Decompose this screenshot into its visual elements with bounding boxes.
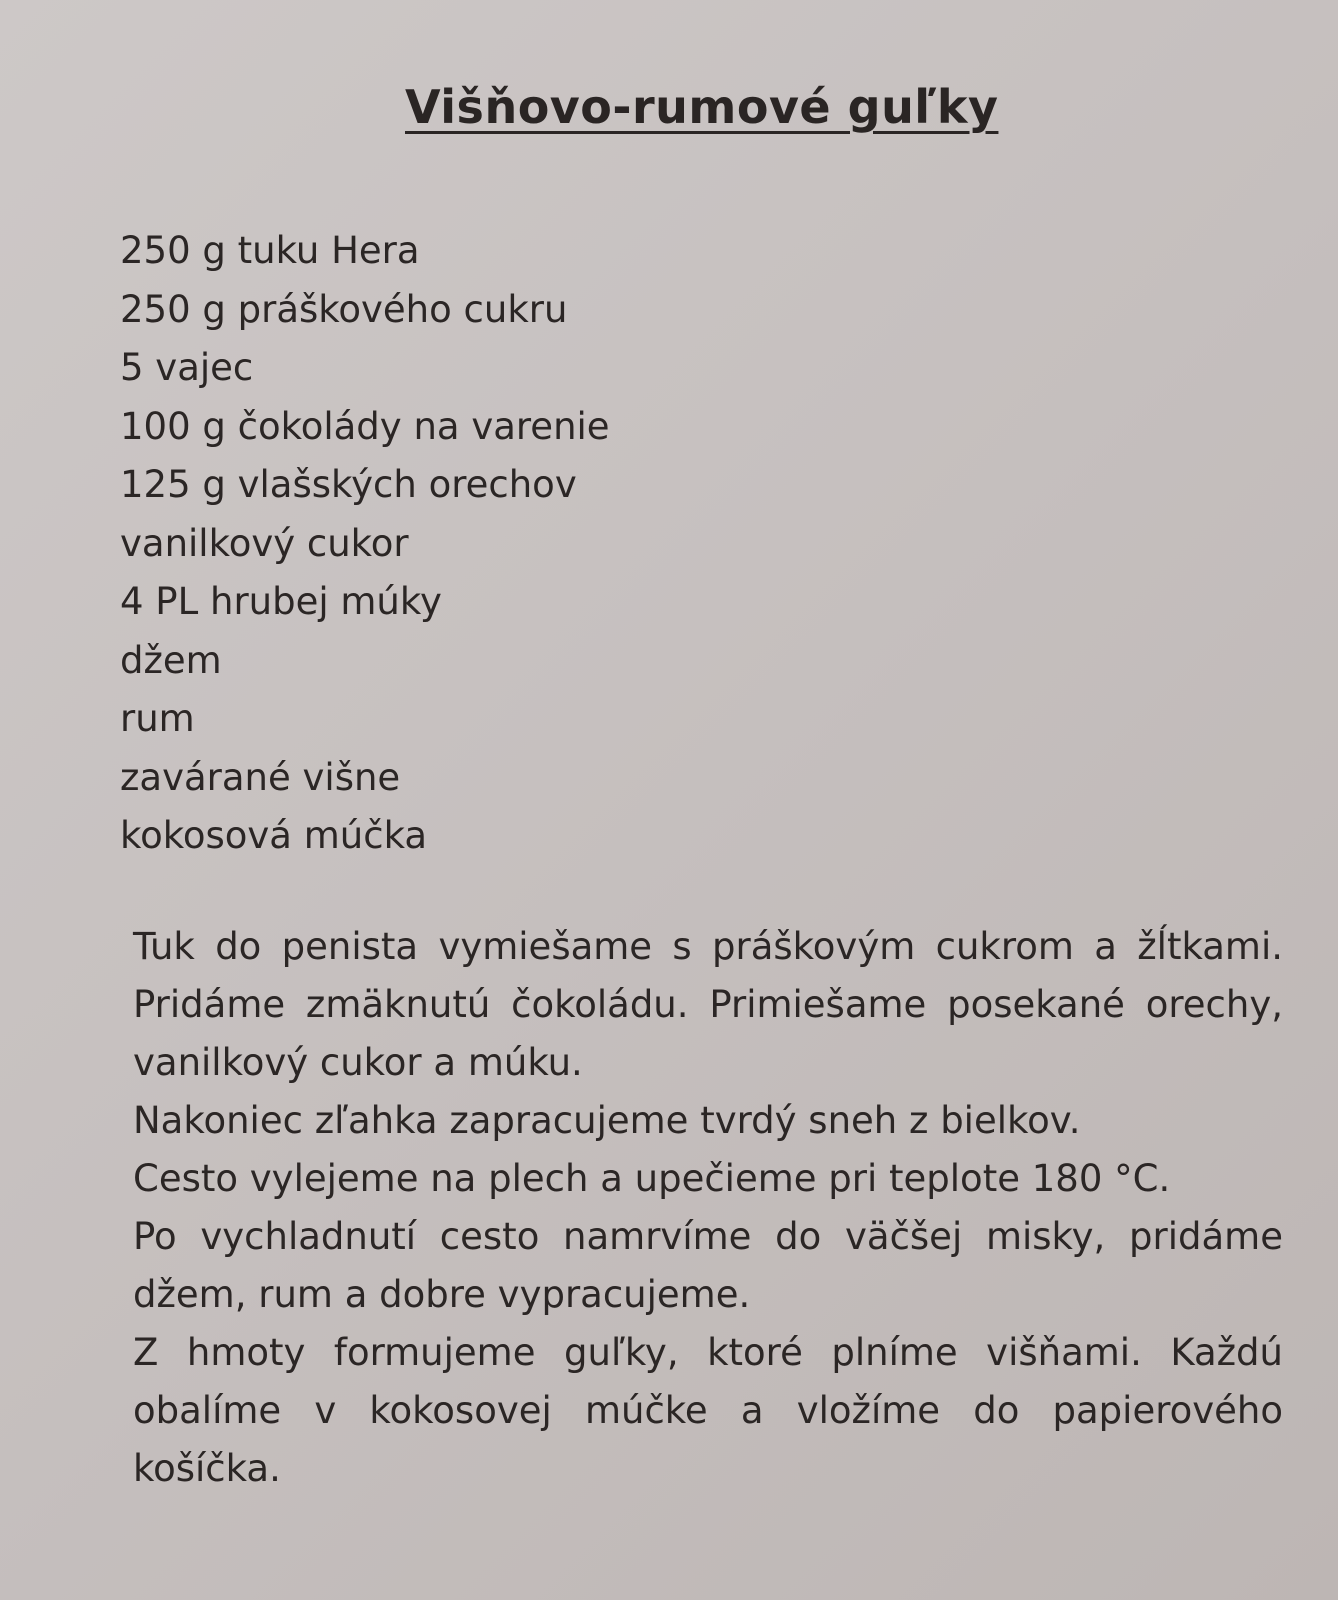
- ingredient-item: zavárané višne: [120, 755, 401, 799]
- ingredient-item: 125 g vlašských orechov: [120, 463, 577, 506]
- ingredient-list: [120, 222, 610, 866]
- ingredient-item: kokosová múčka: [120, 814, 428, 857]
- instruction-paragraph: Nakoniec zľahka zapracujeme tvrdý sneh z bielkov.: [133, 1099, 1081, 1142]
- ingredient-item: džem: [120, 638, 222, 682]
- ingredient-item: 250 g práškového cukru: [120, 287, 568, 331]
- ingredient-item: 5 vajec: [120, 346, 254, 389]
- ingredient-item: 4 PL hrubej múky: [120, 580, 442, 623]
- instructions: [133, 918, 1283, 1498]
- recipe-title: Višňovo-rumové guľky: [405, 80, 999, 134]
- instruction-paragraph: Po vychladnutí cesto namrvíme do väčšej misky, pridáme džem, rum a dobre vypracujeme.: [133, 1215, 1283, 1316]
- ingredient-item: 100 g čokolády na varenie: [120, 404, 610, 448]
- ingredient-item: rum: [120, 697, 195, 740]
- ingredient-item: vanilkový cukor: [120, 521, 409, 565]
- instruction-paragraph: Z hmoty formujeme guľky, ktoré plníme višňami. Každú obalíme v kokosovej múčke a vložíme do papierového košíčka.: [133, 1331, 1283, 1490]
- instruction-paragraph: Cesto vylejeme na plech a upečieme pri teplote 180 °C.: [133, 1157, 1171, 1200]
- ingredient-item: 250 g tuku Hera: [120, 229, 420, 272]
- instruction-paragraph: Tuk do penista vymiešame s práškovým cukrom a žĺtkami. Pridáme zmäknutú čokoládu. Primiešame posekané orechy, vanilkový cukor a múku.: [133, 925, 1283, 1084]
